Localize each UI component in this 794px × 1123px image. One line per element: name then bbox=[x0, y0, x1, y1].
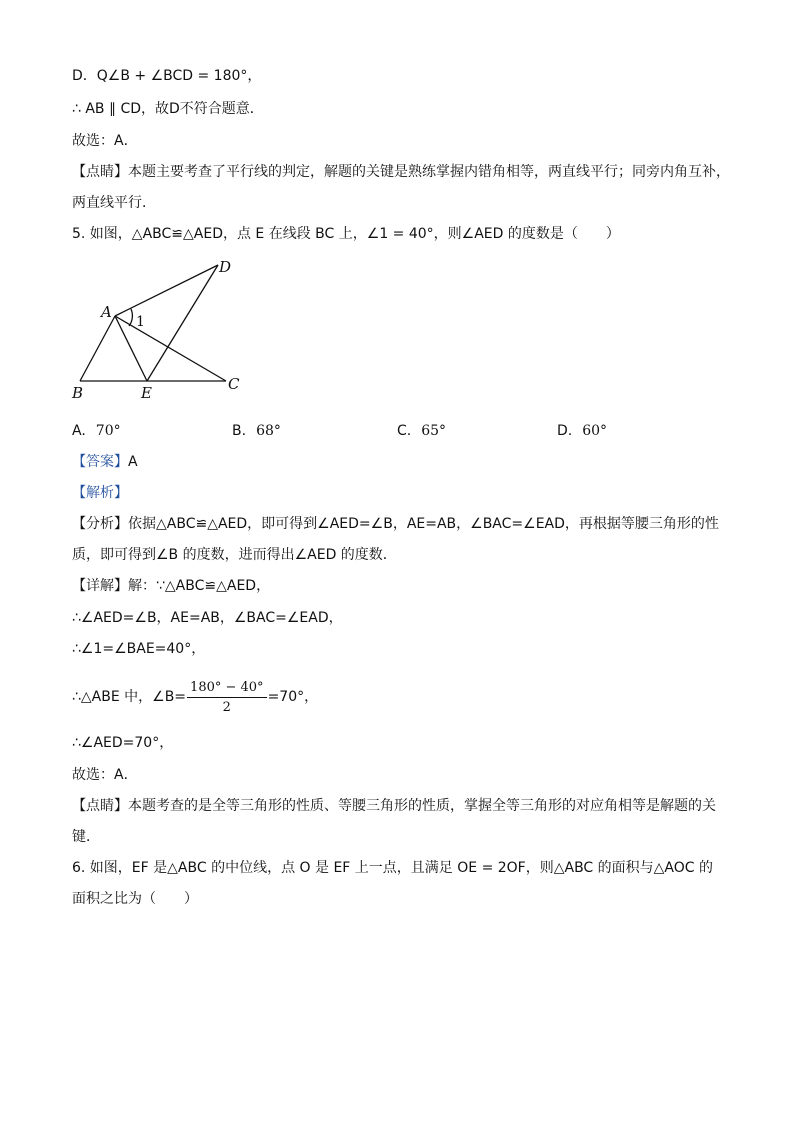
label-angle-1: 1 bbox=[136, 314, 145, 330]
option-c-letter: C. bbox=[397, 423, 412, 439]
dianjing-2-text: 本题考查的是全等三角形的性质、等腰三角形的性质，掌握全等三角形的对应角相等是解题的关 bbox=[128, 798, 716, 814]
answer-tag: 【答案】 bbox=[72, 454, 128, 470]
triangle-figure bbox=[65, 255, 325, 405]
analysis-heading bbox=[72, 483, 128, 503]
label-c: C bbox=[228, 375, 240, 393]
line-choose-a: 故选：A． bbox=[72, 133, 138, 149]
step-3-suffix: =70°， bbox=[267, 689, 319, 705]
dianjing-2-line-2: 键． bbox=[72, 829, 100, 845]
option-d-value: 60° bbox=[582, 423, 608, 439]
label-e: E bbox=[141, 384, 152, 402]
dianjing-2-tag: 【点睛】 bbox=[72, 798, 128, 814]
dianjing-text: 本题主要考查了平行线的判定，解题的关键是熟练掌握内错角相等，两直线平行；同旁内角互补， bbox=[128, 164, 730, 180]
fenxi-line-2: 质，即可得到∠B 的度数，进而得出∠AED 的度数． bbox=[72, 547, 397, 563]
option-a-value: 70° bbox=[95, 423, 121, 439]
fraction bbox=[187, 679, 267, 716]
option-a bbox=[72, 421, 121, 441]
step-5: 故选：A． bbox=[72, 767, 138, 783]
step-3-prefix: ∴△ABE 中，∠B= bbox=[72, 689, 187, 705]
line-option-d-proof: D．Q∠B + ∠BCD = 180°， bbox=[72, 68, 262, 84]
dianjing-2-line-1 bbox=[72, 796, 716, 816]
step-2: ∴∠1=∠BAE=40°， bbox=[72, 641, 206, 657]
segment-ab bbox=[80, 316, 115, 381]
option-b-letter: B. bbox=[232, 423, 247, 439]
option-c-value: 65° bbox=[421, 423, 447, 439]
answer-line bbox=[72, 452, 138, 472]
xiangjie-line bbox=[72, 576, 270, 596]
label-a: A bbox=[101, 303, 112, 321]
label-b: B bbox=[72, 384, 84, 402]
dianjing-tag: 【点睛】 bbox=[72, 164, 128, 180]
step-1: ∴∠AED=∠B，AE=AB，∠BAC=∠EAD， bbox=[72, 610, 343, 626]
question-6-line-2: 面积之比为（ ） bbox=[72, 891, 198, 907]
option-d bbox=[557, 421, 607, 441]
option-c bbox=[397, 421, 446, 441]
option-a-letter: A. bbox=[72, 423, 86, 439]
step-3 bbox=[72, 676, 318, 718]
fenxi-tag: 【分析】 bbox=[72, 516, 128, 532]
line-dianjing-2: 两直线平行． bbox=[72, 195, 156, 211]
fenxi-text-1: 依据△ABC≌△AED，即可得到∠AED=∠B，AE=AB，∠BAC=∠EAD，再根据等腰三角形的性 bbox=[128, 516, 719, 532]
step-4: ∴∠AED=70°， bbox=[72, 735, 174, 751]
line-dianjing-1 bbox=[72, 162, 730, 182]
analysis-tag: 【解析】 bbox=[72, 485, 128, 501]
option-b bbox=[232, 421, 281, 441]
label-d: D bbox=[219, 258, 232, 276]
option-b-value: 68° bbox=[256, 423, 281, 439]
xiangjie-text: 解：∵△ABC≌△AED， bbox=[128, 578, 271, 594]
fenxi-line-1 bbox=[72, 514, 719, 534]
xiangjie-tag: 【详解】 bbox=[72, 578, 128, 594]
angle-1-arc bbox=[129, 309, 132, 326]
line-parallel-conclusion: ∴ AB ∥ CD，故D不符合题意． bbox=[72, 101, 264, 117]
question-6-line-1: 6. 如图，EF 是△ABC 的中位线，点 O 是 EF 上一点，且满足 OE = 2OF，则△ABC 的面积与△AOC 的 bbox=[72, 860, 713, 876]
fraction-numerator: 180° − 40° bbox=[187, 679, 267, 698]
option-d-letter: D. bbox=[557, 423, 573, 439]
question-5: 5. 如图，△ABC≌△AED，点 E 在线段 BC 上，∠1 = 40°，则∠AED 的度数是（ ） bbox=[72, 226, 620, 242]
fraction-denominator: 2 bbox=[222, 699, 231, 715]
answer-value: A bbox=[128, 454, 138, 470]
